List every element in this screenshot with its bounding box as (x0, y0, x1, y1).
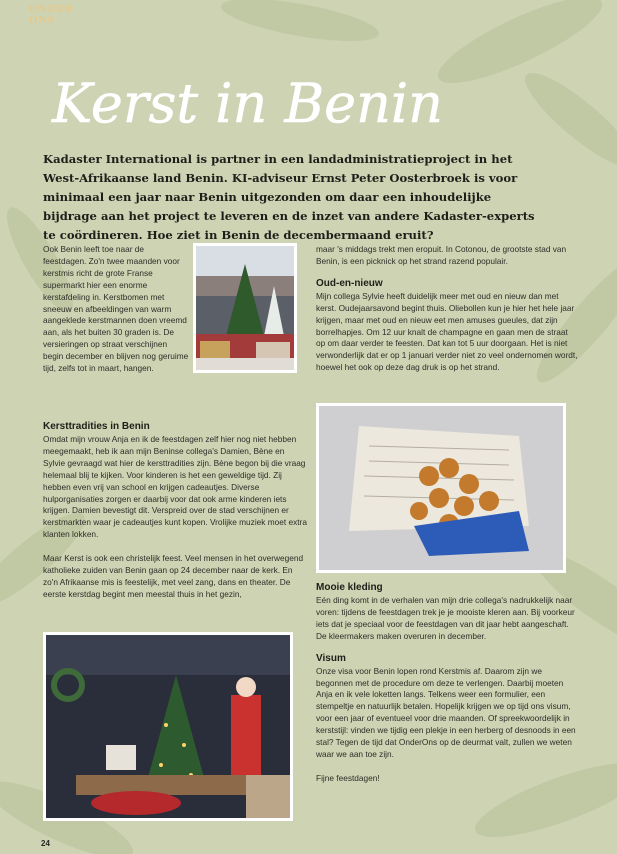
left-column-middle (43, 421, 307, 601)
heading-kersttradities: Kersttradities in Benin (43, 421, 150, 432)
church-christmas-decoration-photo (43, 632, 293, 821)
heading-oud-en-nieuw: Oud-en-nieuw (316, 277, 383, 289)
supermarket-christmas-photo (193, 243, 297, 373)
paragraph-5: Mijn collega Sylvie heeft duidelijk meer met oud en nieuw dan met kerst. Oudejaarsavond begint thuis. Oliebollen kun je hier het hele jaar krijgen, maar met oud en nieuw eet men amuses gueules, dat zijn borrelhapjes. Om 12 uur knalt de champagne en gaan men de straat op om daar verder te feesten. Dat kan tot 5 uur doorgaan. Het is niet verwonderlijk dat er op 1 januari verder niet zo veel ondernomen wordt, hoewel het ook op deze dag druk is op het strand. (316, 290, 578, 373)
right-column-bottom (316, 582, 578, 785)
page-number: 24 (41, 839, 50, 848)
heading-visum: Visum (316, 652, 346, 664)
heading-mooie-kleding: Mooie kleding (316, 582, 383, 593)
logo-line-2: ONS (29, 14, 55, 26)
left-column-top (43, 244, 189, 375)
logo-line-1: ONDER (29, 3, 74, 15)
paragraph-2: Omdat mijn vrouw Anja en ik de feestdagen zelf hier nog niet hebben meegemaakt, heb ik aan mijn Beninse collega's Damien, Bène en Sylvie gevraagd wat hier de kersttradities zijn. Bène begon bij die vraag helemaal blij te kijken. Voor kinderen is het een geweldige tijd. Zij hebben even vrij van school en krijgen cadeautjes. Diverse hulporganisaties zorgen er daarbij voor dat ook arme kinderen iets krijgen. Damien bevestigt dit. Verspreid over de stad verschijnen er kerstmarkten waar je cadeautjes kunt kopen. Vrolijke muziek moet extra klanten lokken. (43, 434, 307, 540)
article-title (48, 64, 448, 142)
article-intro: Kadaster International is partner in een landadministratieproject in het West-Afrikaanse land Benin. KI-adviseur Ernst Peter Oosterbroek is voor minimaal een jaar naar Benin uitgezonden om daar een inhoudelijke bijdrage aan het project te leveren en de inzet van andere Kadaster-experts te coördineren. Hoe ziet in Benin de decembermaand eruit? (43, 152, 535, 242)
magazine-logo (29, 4, 74, 26)
paragraph-6: Eén ding komt in de verhalen van mijn drie collega's nadrukkelijk naar voren: tijdens de feestdagen trek je je mooiste kleren aan. Bij voorkeur iets dat je speciaal voor de feestdagen van dit jaar hebt aangeschaft. De kleermakers maken overuren in december. (316, 595, 575, 641)
article-title-text: Kerst in Benin (52, 72, 443, 135)
paragraph-3: Maar Kerst is ook een christelijk feest. Veel mensen in het overwegend katholieke zuiden van Benin gaan op 24 december naar de kerk. En zo'n Afrikaanse mis is feestelijk, met veel zang, dans en theater. De eerste kerstdag begint men meestal thuis in het gezin, (43, 553, 304, 599)
paragraph-4: maar 's middags trekt men eropuit. In Cotonou, de grootste stad van Benin, is een picknick op het strand razend populair. (316, 244, 567, 266)
fried-dough-balls-photo (316, 403, 566, 573)
closing-line: Fijne feestdagen! (316, 772, 380, 783)
right-column-top (316, 244, 578, 374)
paragraph-1: Ook Benin leeft toe naar de feestdagen. Zo'n twee maanden voor kerstmis richt de grote Franse supermarkt hier een enorme kerstafdeling in. Kerstbomen met sneeuw en afbeeldingen van warm aangeklede kerstmannen doen vreemd aan, als het buiten 30 graden is. De versieringen op straat verschijnen begin december en blijven nog geruime tijd, zelfs tot in maart, hangen. (43, 244, 189, 374)
paragraph-7: Onze visa voor Benin lopen rond Kerstmis af. Daarom zijn we begonnen met de procedure om deze te verlengen. Daarbij moeten Anja en ik vele loketten langs. Telkens weer een formulier, een stempeltje en natuurlijk betalen. Hopelijk krijgen we op tijd ons visum, voor een jaar of eventueel voor drie maanden. Of spreekwoordelijk in kerststijl: vinden we tijdig een plekje in een herberg of desnoods in een stal? Tegen de tijd dat OnderOns op de deurmat valt, zullen we weten waar we aan toe zijn. (316, 665, 576, 759)
